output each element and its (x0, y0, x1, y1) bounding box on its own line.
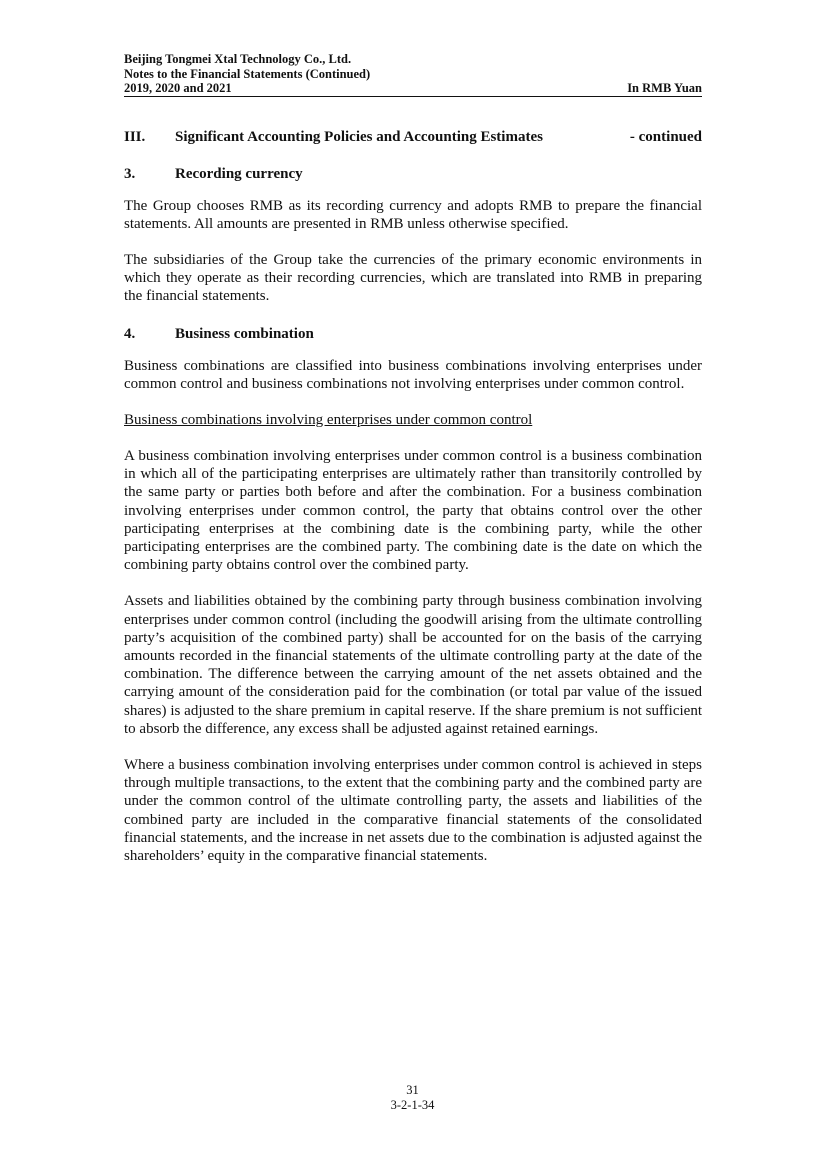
report-years: 2019, 2020 and 2021 (124, 81, 232, 95)
page-number: 31 (406, 1083, 419, 1097)
currency-note: In RMB Yuan (627, 81, 702, 95)
paragraph: A business combination involving enterprises under common control is a business combination in which all of the participating enterprises are ultimately rather than transitorily controlled by the same party or parties both before and after the combination. For a business combination involving enterprises under common control, the party that obtains control over the other participating enterprises at the combining date is the combining party, while the other participating enterprises are the combined party. The combining date is the date on which the combining party obtains control over the combined party. (124, 447, 702, 574)
section-heading (124, 128, 702, 146)
subsection-number: 3. (124, 165, 136, 182)
subsection-title: Recording currency (175, 165, 303, 182)
document-page (124, 52, 702, 865)
paragraph: Where a business combination involving enterprises under common control is achieved in steps through multiple transactions, to the extent that the combining party and the combined party are under the common control of the ultimate controlling party, the assets and liabilities of the combined party are included in the comparative financial statements of the consolidated financial statements, and the increase in net assets due to the combination is adjusted against the shareholders’ equity in the comparative financial statements. (124, 756, 702, 864)
page-reference: 3-2-1-34 (390, 1098, 435, 1112)
page-footer (0, 1083, 825, 1113)
recording-currency-heading (124, 165, 702, 183)
running-header (124, 52, 702, 97)
underlined-subheading: Business combinations involving enterprises under common control (124, 411, 533, 428)
paragraph: Business combinations are classified into business combinations involving enterprises under common control and business combinations not involving enterprises under common control. (124, 357, 702, 392)
section-title: Significant Accounting Policies and Accounting Estimates (175, 128, 543, 145)
paragraph: Assets and liabilities obtained by the combining party through business combination involving enterprises under common control (including the goodwill arising from the ultimate controlling party’s acquisition of the combined party) shall be accounted for on the basis of the carrying amounts recorded in the financial statements of the ultimate controlling party at the date of the combination. The difference between the carrying amount of the net assets obtained and the carrying amount of the consideration paid for the combination (or total par value of the issued shares) is adjusted to the share premium in capital reserve. If the share premium is not sufficient to absorb the difference, any excess shall be adjusted against retained earnings. (124, 593, 702, 737)
paragraph: The subsidiaries of the Group take the currencies of the primary economic environments in which they operate as their recording currencies, which are translated into RMB in preparing the financial statements. (124, 251, 702, 305)
document-title: Notes to the Financial Statements (Continued) (124, 66, 371, 81)
paragraph: The Group chooses RMB as its recording currency and adopts RMB to prepare the financial statements. All amounts are presented in RMB unless otherwise specified. (124, 197, 702, 232)
section-number: III. (124, 128, 146, 145)
subsection-number: 4. (124, 325, 136, 342)
continued-label: - continued (629, 128, 702, 145)
subsection-title: Business combination (175, 325, 314, 342)
company-name: Beijing Tongmei Xtal Technology Co., Ltd. (124, 52, 352, 66)
business-combination-heading (124, 325, 702, 343)
header-rule-row (124, 81, 702, 97)
